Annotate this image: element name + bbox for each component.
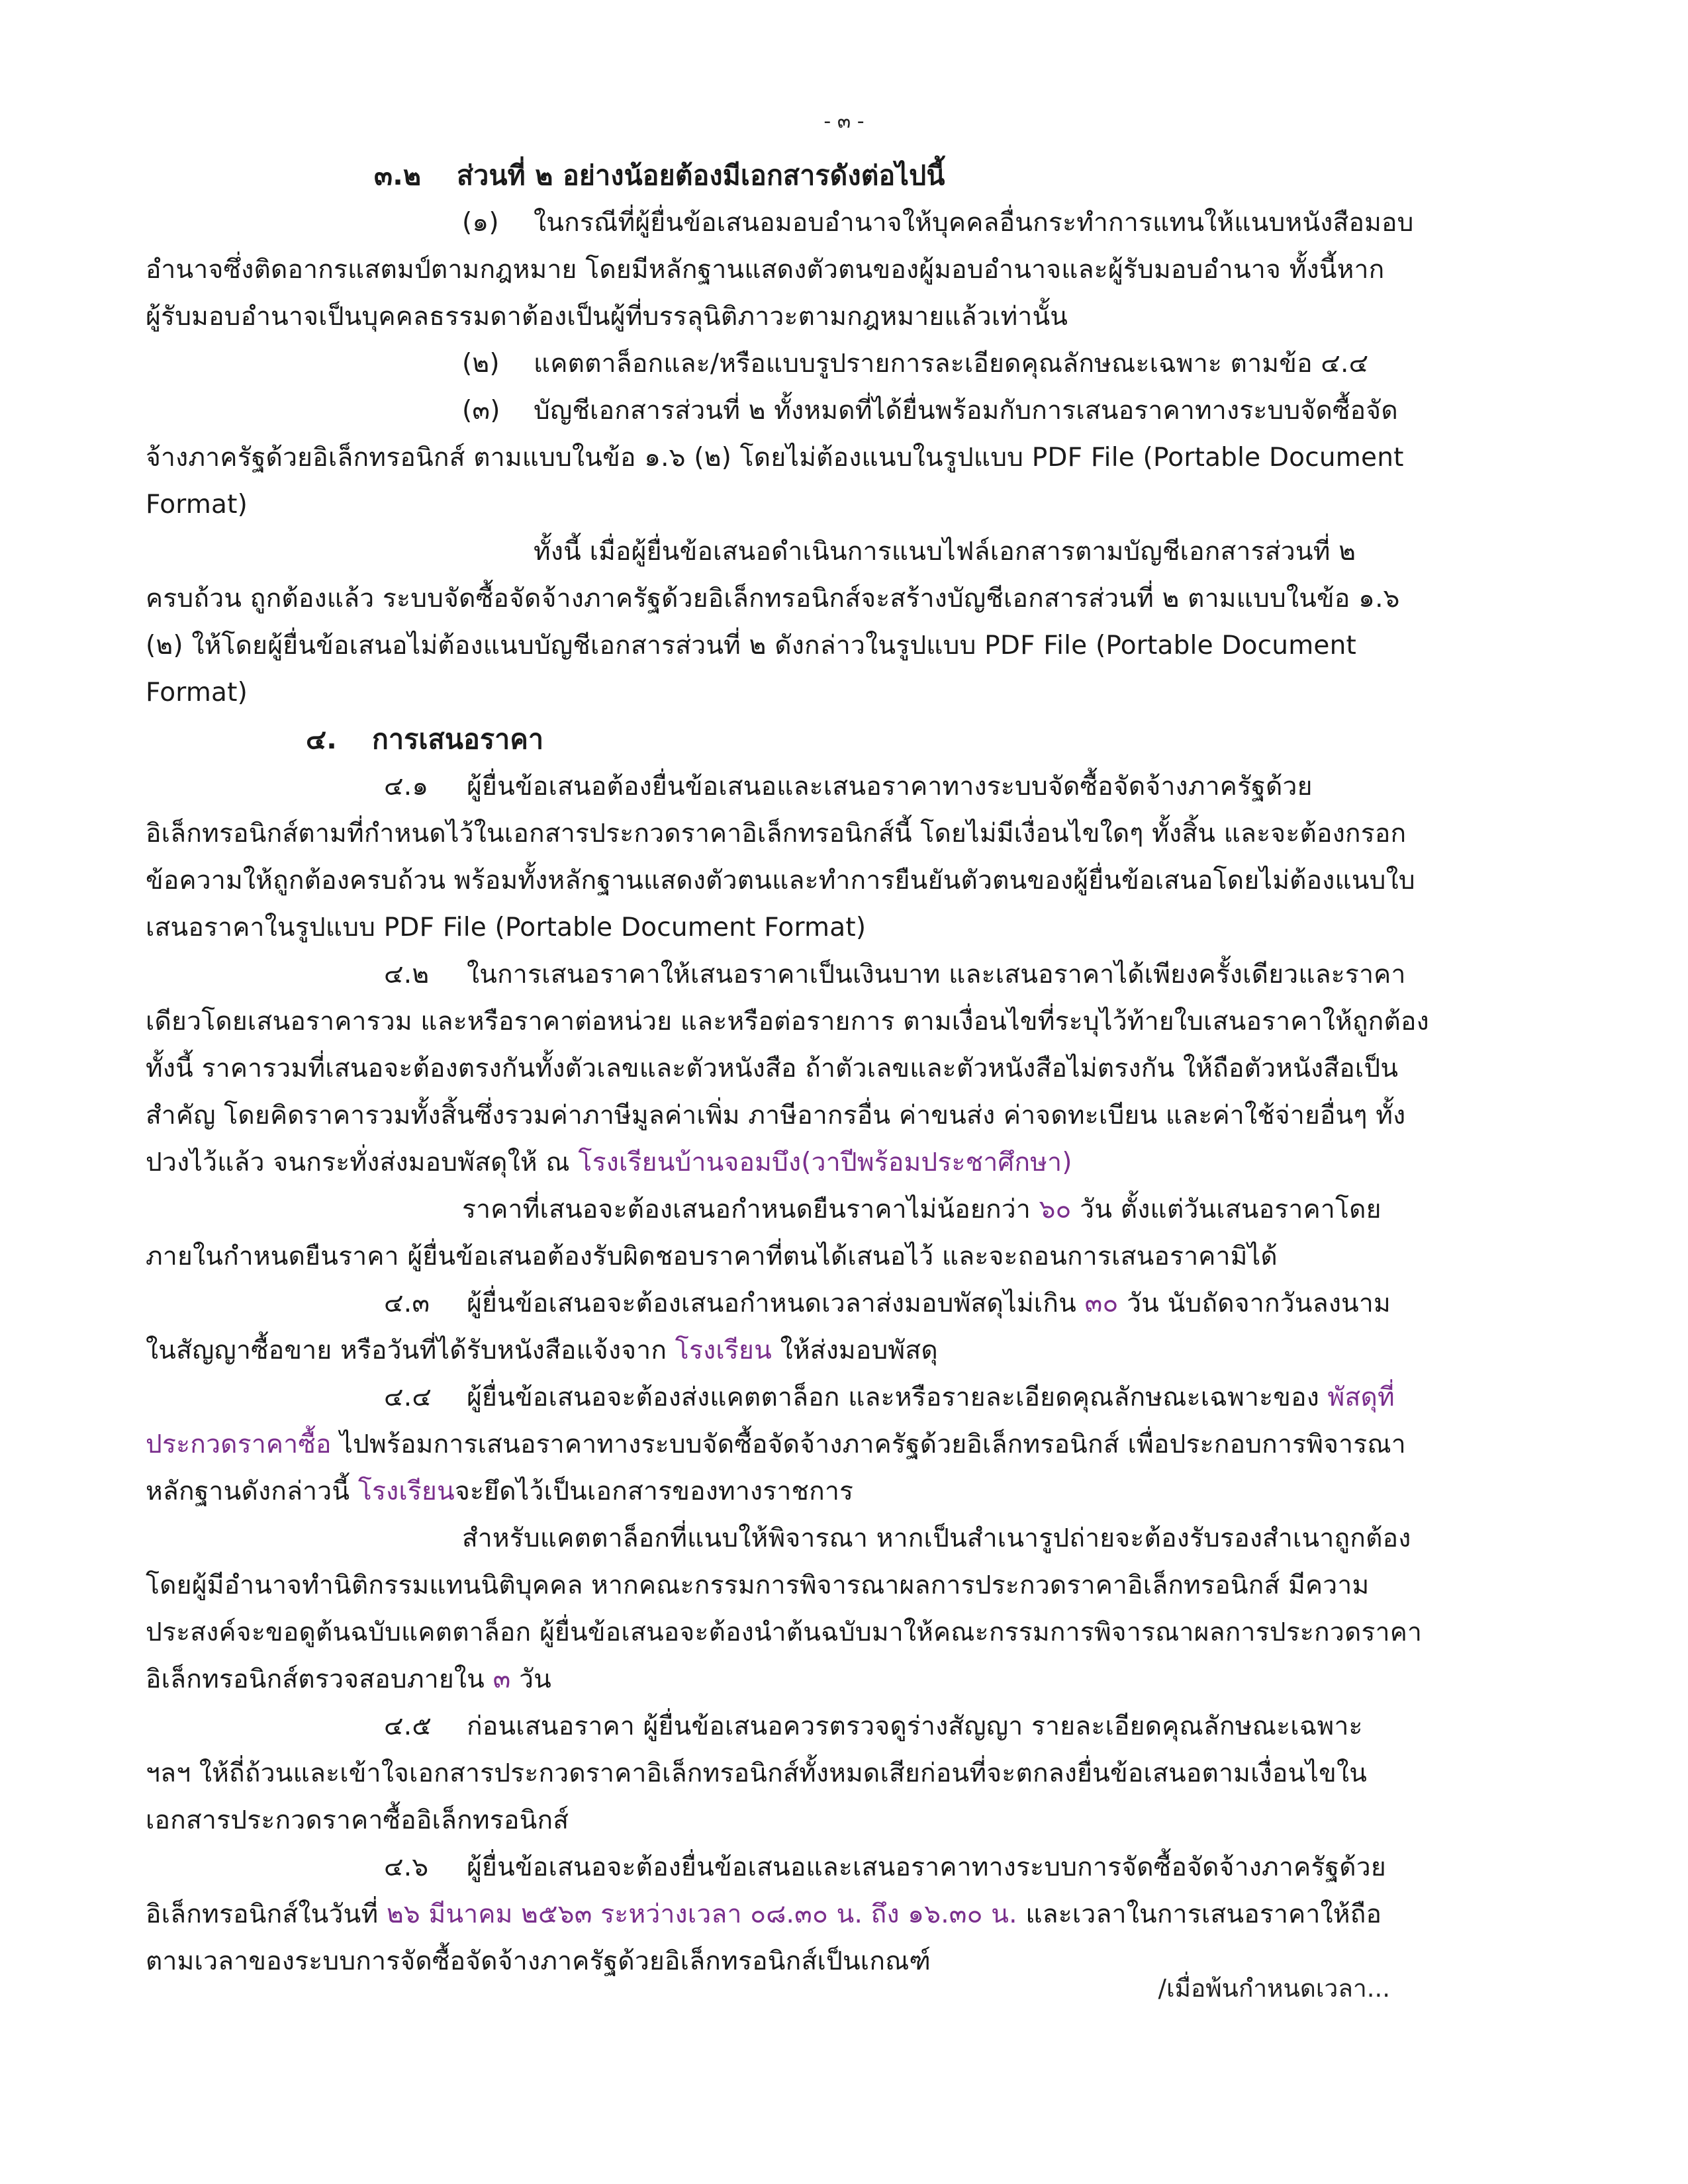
delivery-days: ๓๐ (1084, 1289, 1119, 1318)
s4-1-line-4: เสนอราคาในรูปแบบ PDF File (Portable Document Format) (146, 913, 867, 942)
s4-1-line-2: อิเล็กทรอนิกส์ตามที่กำหนดไว้ในเอกสารประกวดราคาอิเล็กทรอนิกส์นี้ โดยไม่มีเงื่อนไขใดๆ ทั้งสิ้น และจะต้องกรอก (146, 819, 1407, 848)
text-segment: ผู้ยื่นข้อเสนอจะต้องเสนอกำหนดเวลาส่งมอบพัสดุไม่เกิน (467, 1289, 1085, 1318)
text-segment: วัน ตั้งแต่วันเสนอราคาโดย (1071, 1195, 1382, 1224)
section-number: ๔. (306, 723, 338, 755)
item-highlight: พัสดุที่ (1327, 1383, 1395, 1412)
school-word: โรงเรียน (357, 1477, 455, 1506)
s4-6-line-3: ตามเวลาของระบบการจัดซื้อจัดจ้างภาครัฐด้วยอิเล็กทรอนิกส์เป็นเกณฑ์ (146, 1946, 931, 1976)
bid-date-time: ๒๖ มีนาคม ๒๕๖๓ ระหว่างเวลา ๐๘.๓๐ น. ถึง ๑๖.๓๐ น. (387, 1899, 1017, 1929)
clause-number: ๔.๒ (384, 960, 430, 989)
text-segment: ไปพร้อมการเสนอราคาทางระบบจัดซื้อจัดจ้างภาครัฐด้วยอิเล็กทรอนิกส์ เพื่อประกอบการพิจารณา (331, 1430, 1406, 1459)
clause-text: ผู้ยื่นข้อเสนอต้องยื่นข้อเสนอและเสนอราคาทางระบบจัดซื้อจัดจ้างภาครัฐด้วย (467, 772, 1313, 801)
s4-2-line-5 (146, 1139, 1390, 1186)
s4-4-line-2 (146, 1421, 1406, 1468)
text-segment: ราคาที่เสนอจะต้องเสนอกำหนดยืนราคาไม่น้อยกว่า (462, 1195, 1039, 1224)
clause-text: ผู้ยื่นข้อเสนอจะต้องยื่นข้อเสนอและเสนอราคาทางระบบการจัดซื้อจัดจ้างภาครัฐด้วย (467, 1852, 1386, 1882)
clause-number: ๔.๕ (384, 1711, 432, 1741)
text-segment: อิเล็กทรอนิกส์ตรวจสอบภายใน (146, 1664, 493, 1694)
text-segment: ผู้ยื่นข้อเสนอจะต้องส่งแคตตาล็อก และหรือรายละเอียดคุณลักษณะเฉพาะของ (467, 1383, 1328, 1412)
s4-4-line-1 (146, 1374, 1395, 1421)
document-body (146, 152, 1429, 1985)
s4-4-note-line-2: โดยผู้มีอำนาจทำนิติกรรมแทนนิติบุคคล หากคณะกรรมการพิจารณาผลการประกวดราคาอิเล็กทรอนิกส์ มีความ (146, 1570, 1370, 1600)
item-text: แคตตาล็อกและ/หรือแบบรูปรายการละเอียดคุณลักษณะเฉพาะ ตามข้อ ๔.๔ (534, 349, 1369, 379)
section-title: ส่วนที่ ๒ อย่างน้อยต้องมีเอกสารดังต่อไปนี้ (457, 159, 945, 191)
item-number: (๑) (462, 208, 499, 238)
item-1-line-2: อำนาจซึ่งติดอากรแสตมป์ตามกฎหมาย โดยมีหลักฐานแสดงตัวตนของผู้มอบอำนาจและผู้รับมอบอำนาจ ทั้งนี้หาก (146, 255, 1385, 285)
validity-days: ๖๐ (1039, 1195, 1072, 1224)
school-word: โรงเรียน (675, 1336, 772, 1365)
text-segment: และเวลาในการเสนอราคาให้ถือ (1017, 1899, 1382, 1929)
s4-1-line-1 (146, 763, 1390, 810)
s4-4-note-line-3: ประสงค์จะขอดูต้นฉบับแคตตาล็อก ผู้ยื่นข้อเสนอจะต้องนำต้นฉบับมาให้คณะกรรมการพิจารณาผลการประกวดราคา (146, 1617, 1423, 1647)
note-line-2: ครบถ้วน ถูกต้องแล้ว ระบบจัดซื้อจัดจ้างภาครัฐด้วยอิเล็กทรอนิกส์จะสร้างบัญชีเอกสารส่วนที่ ๒ ตามแบบในข้อ ๑.๖ (146, 584, 1400, 614)
s4-2-line-4: สำคัญ โดยคิดราคารวมทั้งสิ้นซึ่งรวมค่าภาษีมูลค่าเพิ่ม ภาษีอากรอื่น ค่าขนส่ง ค่าจดทะเบียน และค่าใช้จ่ายอื่นๆ ทั้ง (146, 1101, 1406, 1130)
s4-5-line-2: ฯลฯ ให้ถี่ถ้วนและเข้าใจเอกสารประกวดราคาอิเล็กทรอนิกส์ทั้งหมดเสียก่อนที่จะตกลงยื่นข้อเสนอตามเงื่อนไขใน (146, 1758, 1368, 1788)
section-number: ๓.๒ (374, 159, 422, 191)
clause-number: ๔.๖ (384, 1852, 429, 1882)
clause-text: ในการเสนอราคาให้เสนอราคาเป็นเงินบาท และเสนอราคาได้เพียงครั้งเดียวและราคา (467, 960, 1406, 989)
note-line-1: ทั้งนี้ เมื่อผู้ยื่นข้อเสนอดำเนินการแนบไฟล์เอกสารตามบัญชีเอกสารส่วนที่ ๒ (534, 537, 1356, 567)
item-highlight: ประกวดราคาซื้อ (146, 1430, 332, 1459)
s4-6-line-2 (146, 1891, 1390, 1938)
item-2-line-1 (146, 340, 1390, 387)
note-line-4: Format) (146, 678, 248, 707)
s4-2-validity-line-1 (146, 1186, 1390, 1233)
s4-5-line-3: เอกสารประกวดราคาซื้ออิเล็กทรอนิกส์ (146, 1805, 569, 1835)
section-title: การเสนอราคา (372, 723, 544, 755)
clause-number: ๔.๔ (384, 1383, 432, 1412)
clause-text: ก่อนเสนอราคา ผู้ยื่นข้อเสนอควรตรวจดูร่างสัญญา รายละเอียดคุณลักษณะเฉพาะ (467, 1711, 1363, 1741)
text-segment: วัน นับถัดจากวันลงนาม (1118, 1289, 1391, 1318)
item-text: บัญชีเอกสารส่วนที่ ๒ ทั้งหมดที่ได้ยื่นพร้อมกับการเสนอราคาทางระบบจัดซื้อจัด (534, 396, 1398, 426)
s4-4-note-line-4 (146, 1656, 1390, 1703)
s4-2-line-1 (146, 951, 1406, 998)
section-3-2-heading (146, 152, 1390, 199)
text-segment: จะยึดไว้เป็นเอกสารของทางราชการ (454, 1477, 854, 1506)
inspection-days: ๓ (492, 1664, 511, 1694)
s4-3-line-1 (146, 1280, 1390, 1327)
note-line-3: (๒) ให้โดยผู้ยื่นข้อเสนอไม่ต้องแนบบัญชีเอกสารส่วนที่ ๒ ดังกล่าวในรูปแบบ PDF File (Portable Document (146, 631, 1357, 660)
clause-number: ๔.๓ (384, 1289, 430, 1318)
text-segment: อิเล็กทรอนิกส์ในวันที่ (146, 1899, 387, 1929)
s4-2-line-2: เดียวโดยเสนอราคารวม และหรือราคาต่อหน่วย และหรือต่อรายการ ตามเงื่อนไขที่ระบุไว้ท้ายใบเสนอราคาให้ถูกต้อง (146, 1007, 1429, 1036)
item-3-line-1 (146, 387, 1398, 434)
text-segment: ให้ส่งมอบพัสดุ (771, 1336, 938, 1365)
item-1-line-3: ผู้รับมอบอำนาจเป็นบุคคลธรรมดาต้องเป็นผู้ที่บรรลุนิติภาวะตามกฎหมายแล้วเท่านั้น (146, 302, 1068, 332)
continuation-note: /เมื่อพ้นกำหนดเวลา... (1158, 1974, 1390, 2003)
item-1-line-1 (146, 199, 1414, 246)
text-segment: วัน (510, 1664, 552, 1694)
clause-number: ๔.๑ (384, 772, 429, 801)
s4-6-line-1 (146, 1844, 1390, 1891)
s4-2-line-3: ทั้งนี้ ราคารวมที่เสนอจะต้องตรงกันทั้งตัวเลขและตัวหนังสือ ถ้าตัวเลขและตัวหนังสือไม่ตรงกัน ให้ถือตัวหนังสือเป็น (146, 1054, 1399, 1083)
item-3-line-2: จ้างภาครัฐด้วยอิเล็กทรอนิกส์ ตามแบบในข้อ ๑.๖ (๒) โดยไม่ต้องแนบในรูปแบบ PDF File (Portable Document (146, 443, 1404, 473)
item-text: ในกรณีที่ผู้ยื่นข้อเสนอมอบอำนาจให้บุคคลอื่นกระทำการแทนให้แนบหนังสือมอบ (534, 208, 1414, 238)
page-number: - ๓ - (823, 110, 865, 133)
section-4-heading (146, 716, 1390, 763)
item-number: (๓) (462, 396, 500, 426)
school-name: โรงเรียนบ้านจอมบึง(วาปีพร้อมประชาศึกษา) (578, 1148, 1072, 1177)
text-segment: ปวงไว้แล้ว จนกระทั่งส่งมอบพัสดุให้ ณ (146, 1148, 579, 1177)
s4-3-line-2 (146, 1327, 1390, 1374)
text-segment: หลักฐานดังกล่าวนี้ (146, 1477, 358, 1506)
s4-5-line-1 (146, 1703, 1390, 1750)
s4-2-validity-line-2: ภายในกำหนดยืนราคา ผู้ยื่นข้อเสนอต้องรับผิดชอบราคาที่ตนได้เสนอไว้ และจะถอนการเสนอราคามิได้ (146, 1242, 1278, 1271)
s4-4-line-3 (146, 1468, 1390, 1515)
s4-4-note-line-1: สำหรับแคตตาล็อกที่แนบให้พิจารณา หากเป็นสำเนารูปถ่ายจะต้องรับรองสำเนาถูกต้อง (462, 1524, 1411, 1553)
item-3-line-3: Format) (146, 490, 248, 520)
item-number: (๒) (462, 349, 500, 379)
text-segment: ในสัญญาซื้อขาย หรือวันที่ได้รับหนังสือแจ้งจาก (146, 1336, 675, 1365)
s4-1-line-3: ข้อความให้ถูกต้องครบถ้วน พร้อมทั้งหลักฐานแสดงตัวตนและทำการยืนยันตัวตนของผู้ยื่นข้อเสนอโดยไม่ต้องแนบใบ (146, 866, 1415, 895)
